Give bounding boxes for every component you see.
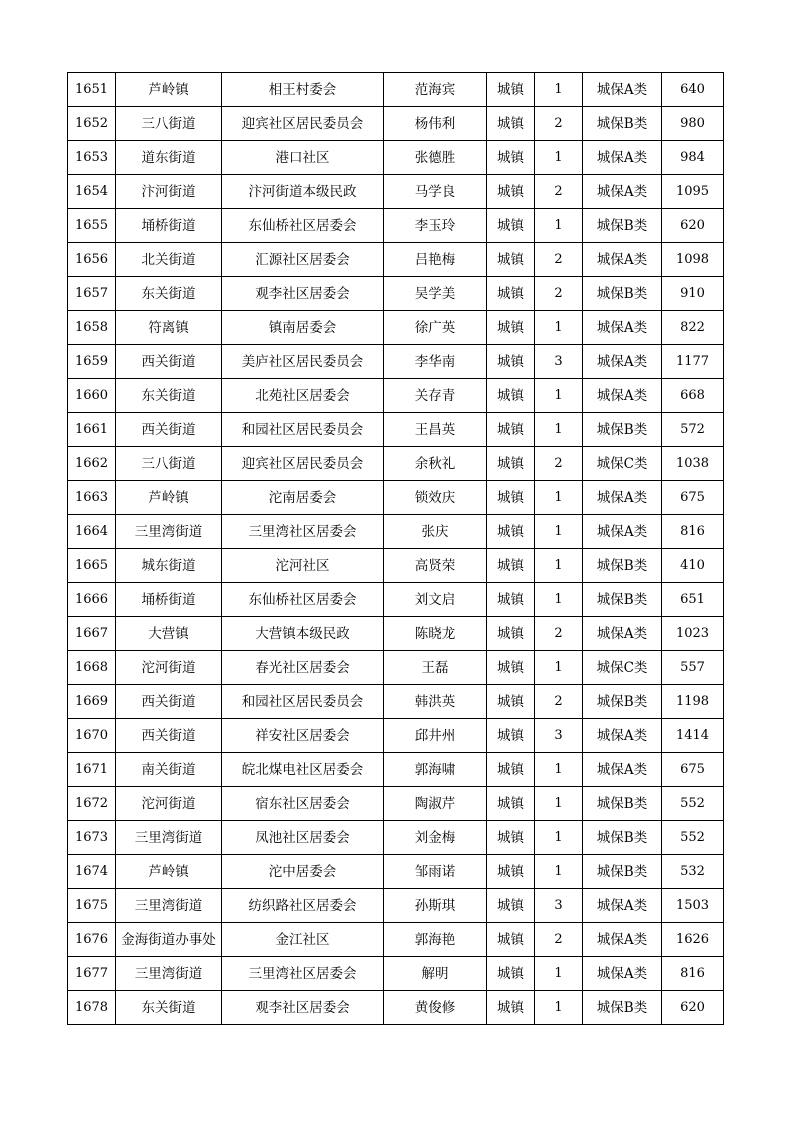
cell-relief-category: 城保A类 <box>583 73 662 107</box>
cell-recipient-name: 余秋礼 <box>384 447 487 481</box>
cell-town-street: 道东街道 <box>116 141 222 175</box>
table-row <box>68 787 724 821</box>
cell-relief-category: 城保B类 <box>583 277 662 311</box>
cell-relief-category: 城保B类 <box>583 855 662 889</box>
table-row <box>68 243 724 277</box>
cell-monthly-amount: 1095 <box>662 175 724 209</box>
cell-monthly-amount: 572 <box>662 413 724 447</box>
table-row <box>68 549 724 583</box>
cell-community: 凤池社区居委会 <box>222 821 384 855</box>
cell-relief-category: 城保A类 <box>583 243 662 277</box>
cell-recipient-name: 吕艳梅 <box>384 243 487 277</box>
cell-relief-category: 城保A类 <box>583 923 662 957</box>
cell-community: 相王村委会 <box>222 73 384 107</box>
cell-relief-category: 城保B类 <box>583 583 662 617</box>
cell-town-street: 西关街道 <box>116 413 222 447</box>
cell-recipient-name: 杨伟利 <box>384 107 487 141</box>
cell-recipient-name: 马学良 <box>384 175 487 209</box>
cell-monthly-amount: 1038 <box>662 447 724 481</box>
table-row <box>68 379 724 413</box>
cell-community: 和园社区居民委员会 <box>222 413 384 447</box>
cell-area-type: 城镇 <box>487 855 535 889</box>
cell-area-type: 城镇 <box>487 719 535 753</box>
cell-monthly-amount: 1626 <box>662 923 724 957</box>
cell-town-street: 西关街道 <box>116 719 222 753</box>
cell-community: 迎宾社区居民委员会 <box>222 447 384 481</box>
cell-town-street: 南关街道 <box>116 753 222 787</box>
cell-monthly-amount: 620 <box>662 209 724 243</box>
cell-community: 宿东社区居委会 <box>222 787 384 821</box>
cell-recipient-name: 邱井州 <box>384 719 487 753</box>
cell-area-type: 城镇 <box>487 957 535 991</box>
cell-area-type: 城镇 <box>487 107 535 141</box>
cell-recipient-name: 张庆 <box>384 515 487 549</box>
cell-town-street: 三里湾街道 <box>116 889 222 923</box>
cell-recipient-name: 孙斯琪 <box>384 889 487 923</box>
cell-community: 皖北煤电社区居委会 <box>222 753 384 787</box>
relief-roster-table-wrap <box>67 72 724 1025</box>
cell-household-size: 1 <box>535 209 583 243</box>
cell-community: 沱南居委会 <box>222 481 384 515</box>
cell-household-size: 1 <box>535 481 583 515</box>
cell-record-number: 1673 <box>68 821 116 855</box>
cell-recipient-name: 黄俊修 <box>384 991 487 1025</box>
cell-recipient-name: 韩洪英 <box>384 685 487 719</box>
cell-area-type: 城镇 <box>487 379 535 413</box>
cell-monthly-amount: 1414 <box>662 719 724 753</box>
table-row <box>68 277 724 311</box>
cell-record-number: 1670 <box>68 719 116 753</box>
cell-record-number: 1674 <box>68 855 116 889</box>
table-row <box>68 991 724 1025</box>
table-row <box>68 481 724 515</box>
cell-town-street: 三里湾街道 <box>116 821 222 855</box>
cell-area-type: 城镇 <box>487 141 535 175</box>
cell-recipient-name: 关存青 <box>384 379 487 413</box>
cell-recipient-name: 陈晓龙 <box>384 617 487 651</box>
cell-area-type: 城镇 <box>487 821 535 855</box>
cell-area-type: 城镇 <box>487 991 535 1025</box>
cell-monthly-amount: 557 <box>662 651 724 685</box>
cell-household-size: 1 <box>535 73 583 107</box>
cell-town-street: 三八街道 <box>116 107 222 141</box>
cell-household-size: 1 <box>535 311 583 345</box>
cell-community: 纺织路社区居委会 <box>222 889 384 923</box>
cell-recipient-name: 解明 <box>384 957 487 991</box>
cell-area-type: 城镇 <box>487 243 535 277</box>
cell-record-number: 1664 <box>68 515 116 549</box>
cell-relief-category: 城保A类 <box>583 175 662 209</box>
cell-relief-category: 城保B类 <box>583 107 662 141</box>
cell-relief-category: 城保A类 <box>583 141 662 175</box>
cell-area-type: 城镇 <box>487 549 535 583</box>
cell-recipient-name: 锁效庆 <box>384 481 487 515</box>
cell-monthly-amount: 1023 <box>662 617 724 651</box>
cell-town-street: 东关街道 <box>116 379 222 413</box>
cell-relief-category: 城保A类 <box>583 379 662 413</box>
cell-relief-category: 城保A类 <box>583 345 662 379</box>
cell-community: 和园社区居民委员会 <box>222 685 384 719</box>
cell-town-street: 西关街道 <box>116 345 222 379</box>
cell-community: 大营镇本级民政 <box>222 617 384 651</box>
table-row <box>68 515 724 549</box>
cell-record-number: 1669 <box>68 685 116 719</box>
cell-relief-category: 城保B类 <box>583 549 662 583</box>
table-row <box>68 311 724 345</box>
cell-community: 祥安社区居委会 <box>222 719 384 753</box>
cell-record-number: 1668 <box>68 651 116 685</box>
cell-monthly-amount: 651 <box>662 583 724 617</box>
cell-monthly-amount: 816 <box>662 515 724 549</box>
cell-community: 春光社区居委会 <box>222 651 384 685</box>
table-row <box>68 855 724 889</box>
cell-monthly-amount: 816 <box>662 957 724 991</box>
table-row <box>68 685 724 719</box>
cell-community: 观李社区居委会 <box>222 991 384 1025</box>
cell-relief-category: 城保A类 <box>583 515 662 549</box>
cell-recipient-name: 李华南 <box>384 345 487 379</box>
cell-record-number: 1661 <box>68 413 116 447</box>
cell-recipient-name: 郭海啸 <box>384 753 487 787</box>
cell-area-type: 城镇 <box>487 209 535 243</box>
cell-relief-category: 城保B类 <box>583 991 662 1025</box>
cell-monthly-amount: 1177 <box>662 345 724 379</box>
cell-record-number: 1659 <box>68 345 116 379</box>
table-row <box>68 889 724 923</box>
cell-household-size: 2 <box>535 107 583 141</box>
cell-monthly-amount: 1098 <box>662 243 724 277</box>
cell-household-size: 2 <box>535 685 583 719</box>
cell-area-type: 城镇 <box>487 73 535 107</box>
cell-town-street: 芦岭镇 <box>116 855 222 889</box>
table-row <box>68 617 724 651</box>
cell-household-size: 1 <box>535 821 583 855</box>
cell-recipient-name: 王昌英 <box>384 413 487 447</box>
cell-household-size: 2 <box>535 923 583 957</box>
cell-household-size: 1 <box>535 957 583 991</box>
cell-community: 金江社区 <box>222 923 384 957</box>
cell-record-number: 1676 <box>68 923 116 957</box>
cell-monthly-amount: 822 <box>662 311 724 345</box>
cell-relief-category: 城保A类 <box>583 481 662 515</box>
cell-record-number: 1652 <box>68 107 116 141</box>
cell-record-number: 1658 <box>68 311 116 345</box>
relief-roster-table <box>67 72 724 1025</box>
cell-monthly-amount: 552 <box>662 821 724 855</box>
cell-record-number: 1654 <box>68 175 116 209</box>
cell-monthly-amount: 410 <box>662 549 724 583</box>
cell-town-street: 沱河街道 <box>116 651 222 685</box>
cell-monthly-amount: 640 <box>662 73 724 107</box>
cell-town-street: 三里湾街道 <box>116 515 222 549</box>
cell-household-size: 3 <box>535 719 583 753</box>
cell-monthly-amount: 910 <box>662 277 724 311</box>
cell-recipient-name: 王磊 <box>384 651 487 685</box>
cell-town-street: 三里湾街道 <box>116 957 222 991</box>
cell-household-size: 1 <box>535 991 583 1025</box>
cell-recipient-name: 徐广英 <box>384 311 487 345</box>
cell-record-number: 1667 <box>68 617 116 651</box>
cell-community: 迎宾社区居民委员会 <box>222 107 384 141</box>
cell-area-type: 城镇 <box>487 277 535 311</box>
table-row <box>68 753 724 787</box>
cell-record-number: 1666 <box>68 583 116 617</box>
cell-town-street: 埇桥街道 <box>116 209 222 243</box>
cell-monthly-amount: 984 <box>662 141 724 175</box>
cell-household-size: 2 <box>535 243 583 277</box>
cell-recipient-name: 高贤荣 <box>384 549 487 583</box>
cell-community: 东仙桥社区居委会 <box>222 209 384 243</box>
table-row <box>68 923 724 957</box>
cell-recipient-name: 刘金梅 <box>384 821 487 855</box>
table-row <box>68 447 724 481</box>
cell-record-number: 1678 <box>68 991 116 1025</box>
cell-household-size: 1 <box>535 549 583 583</box>
cell-record-number: 1663 <box>68 481 116 515</box>
cell-area-type: 城镇 <box>487 923 535 957</box>
cell-household-size: 1 <box>535 413 583 447</box>
cell-record-number: 1655 <box>68 209 116 243</box>
cell-area-type: 城镇 <box>487 481 535 515</box>
cell-community: 汇源社区居委会 <box>222 243 384 277</box>
cell-record-number: 1671 <box>68 753 116 787</box>
cell-monthly-amount: 980 <box>662 107 724 141</box>
cell-community: 东仙桥社区居委会 <box>222 583 384 617</box>
cell-area-type: 城镇 <box>487 617 535 651</box>
cell-community: 三里湾社区居委会 <box>222 515 384 549</box>
cell-recipient-name: 邹雨诺 <box>384 855 487 889</box>
table-row <box>68 957 724 991</box>
cell-area-type: 城镇 <box>487 753 535 787</box>
table-row <box>68 141 724 175</box>
cell-town-street: 西关街道 <box>116 685 222 719</box>
cell-town-street: 城东街道 <box>116 549 222 583</box>
cell-household-size: 1 <box>535 515 583 549</box>
cell-relief-category: 城保A类 <box>583 719 662 753</box>
cell-recipient-name: 张德胜 <box>384 141 487 175</box>
cell-recipient-name: 李玉玲 <box>384 209 487 243</box>
cell-area-type: 城镇 <box>487 889 535 923</box>
cell-community: 沱中居委会 <box>222 855 384 889</box>
cell-household-size: 1 <box>535 753 583 787</box>
cell-record-number: 1677 <box>68 957 116 991</box>
cell-household-size: 1 <box>535 583 583 617</box>
cell-town-street: 符离镇 <box>116 311 222 345</box>
cell-town-street: 芦岭镇 <box>116 481 222 515</box>
cell-town-street: 东关街道 <box>116 277 222 311</box>
cell-area-type: 城镇 <box>487 685 535 719</box>
cell-record-number: 1662 <box>68 447 116 481</box>
cell-relief-category: 城保B类 <box>583 209 662 243</box>
cell-monthly-amount: 675 <box>662 481 724 515</box>
cell-community: 观李社区居委会 <box>222 277 384 311</box>
cell-area-type: 城镇 <box>487 787 535 821</box>
cell-relief-category: 城保A类 <box>583 311 662 345</box>
cell-recipient-name: 刘文启 <box>384 583 487 617</box>
cell-area-type: 城镇 <box>487 583 535 617</box>
cell-town-street: 东关街道 <box>116 991 222 1025</box>
cell-record-number: 1660 <box>68 379 116 413</box>
cell-record-number: 1657 <box>68 277 116 311</box>
cell-relief-category: 城保C类 <box>583 447 662 481</box>
cell-area-type: 城镇 <box>487 175 535 209</box>
cell-recipient-name: 范海宾 <box>384 73 487 107</box>
cell-monthly-amount: 532 <box>662 855 724 889</box>
cell-town-street: 沱河街道 <box>116 787 222 821</box>
cell-record-number: 1675 <box>68 889 116 923</box>
cell-community: 三里湾社区居委会 <box>222 957 384 991</box>
cell-town-street: 大营镇 <box>116 617 222 651</box>
cell-household-size: 2 <box>535 447 583 481</box>
cell-monthly-amount: 552 <box>662 787 724 821</box>
cell-recipient-name: 陶淑芹 <box>384 787 487 821</box>
cell-household-size: 3 <box>535 889 583 923</box>
cell-household-size: 1 <box>535 787 583 821</box>
cell-relief-category: 城保A类 <box>583 889 662 923</box>
cell-record-number: 1672 <box>68 787 116 821</box>
cell-relief-category: 城保C类 <box>583 651 662 685</box>
cell-area-type: 城镇 <box>487 311 535 345</box>
cell-record-number: 1665 <box>68 549 116 583</box>
cell-monthly-amount: 1198 <box>662 685 724 719</box>
cell-town-street: 芦岭镇 <box>116 73 222 107</box>
cell-relief-category: 城保A类 <box>583 753 662 787</box>
cell-area-type: 城镇 <box>487 515 535 549</box>
table-row <box>68 651 724 685</box>
cell-monthly-amount: 620 <box>662 991 724 1025</box>
cell-household-size: 2 <box>535 617 583 651</box>
cell-community: 北苑社区居委会 <box>222 379 384 413</box>
cell-community: 沱河社区 <box>222 549 384 583</box>
cell-household-size: 1 <box>535 379 583 413</box>
table-row <box>68 209 724 243</box>
cell-record-number: 1653 <box>68 141 116 175</box>
table-row <box>68 175 724 209</box>
table-row <box>68 821 724 855</box>
cell-area-type: 城镇 <box>487 413 535 447</box>
cell-area-type: 城镇 <box>487 345 535 379</box>
cell-household-size: 3 <box>535 345 583 379</box>
cell-household-size: 2 <box>535 277 583 311</box>
table-row <box>68 583 724 617</box>
cell-area-type: 城镇 <box>487 651 535 685</box>
cell-community: 港口社区 <box>222 141 384 175</box>
cell-town-street: 金海街道办事处 <box>116 923 222 957</box>
cell-household-size: 1 <box>535 141 583 175</box>
cell-monthly-amount: 1503 <box>662 889 724 923</box>
cell-town-street: 北关街道 <box>116 243 222 277</box>
cell-household-size: 2 <box>535 175 583 209</box>
cell-household-size: 1 <box>535 651 583 685</box>
cell-recipient-name: 郭海艳 <box>384 923 487 957</box>
table-body <box>68 73 724 1025</box>
cell-household-size: 1 <box>535 855 583 889</box>
cell-community: 镇南居委会 <box>222 311 384 345</box>
table-row <box>68 719 724 753</box>
cell-town-street: 三八街道 <box>116 447 222 481</box>
cell-record-number: 1656 <box>68 243 116 277</box>
cell-relief-category: 城保A类 <box>583 957 662 991</box>
cell-community: 汴河街道本级民政 <box>222 175 384 209</box>
table-row <box>68 73 724 107</box>
cell-recipient-name: 吴学美 <box>384 277 487 311</box>
cell-area-type: 城镇 <box>487 447 535 481</box>
cell-relief-category: 城保A类 <box>583 617 662 651</box>
cell-record-number: 1651 <box>68 73 116 107</box>
cell-relief-category: 城保B类 <box>583 413 662 447</box>
cell-monthly-amount: 668 <box>662 379 724 413</box>
table-row <box>68 107 724 141</box>
cell-town-street: 汴河街道 <box>116 175 222 209</box>
cell-town-street: 埇桥街道 <box>116 583 222 617</box>
cell-relief-category: 城保B类 <box>583 685 662 719</box>
cell-community: 美庐社区居民委员会 <box>222 345 384 379</box>
table-row <box>68 345 724 379</box>
cell-monthly-amount: 675 <box>662 753 724 787</box>
cell-relief-category: 城保B类 <box>583 787 662 821</box>
table-row <box>68 413 724 447</box>
cell-relief-category: 城保B类 <box>583 821 662 855</box>
